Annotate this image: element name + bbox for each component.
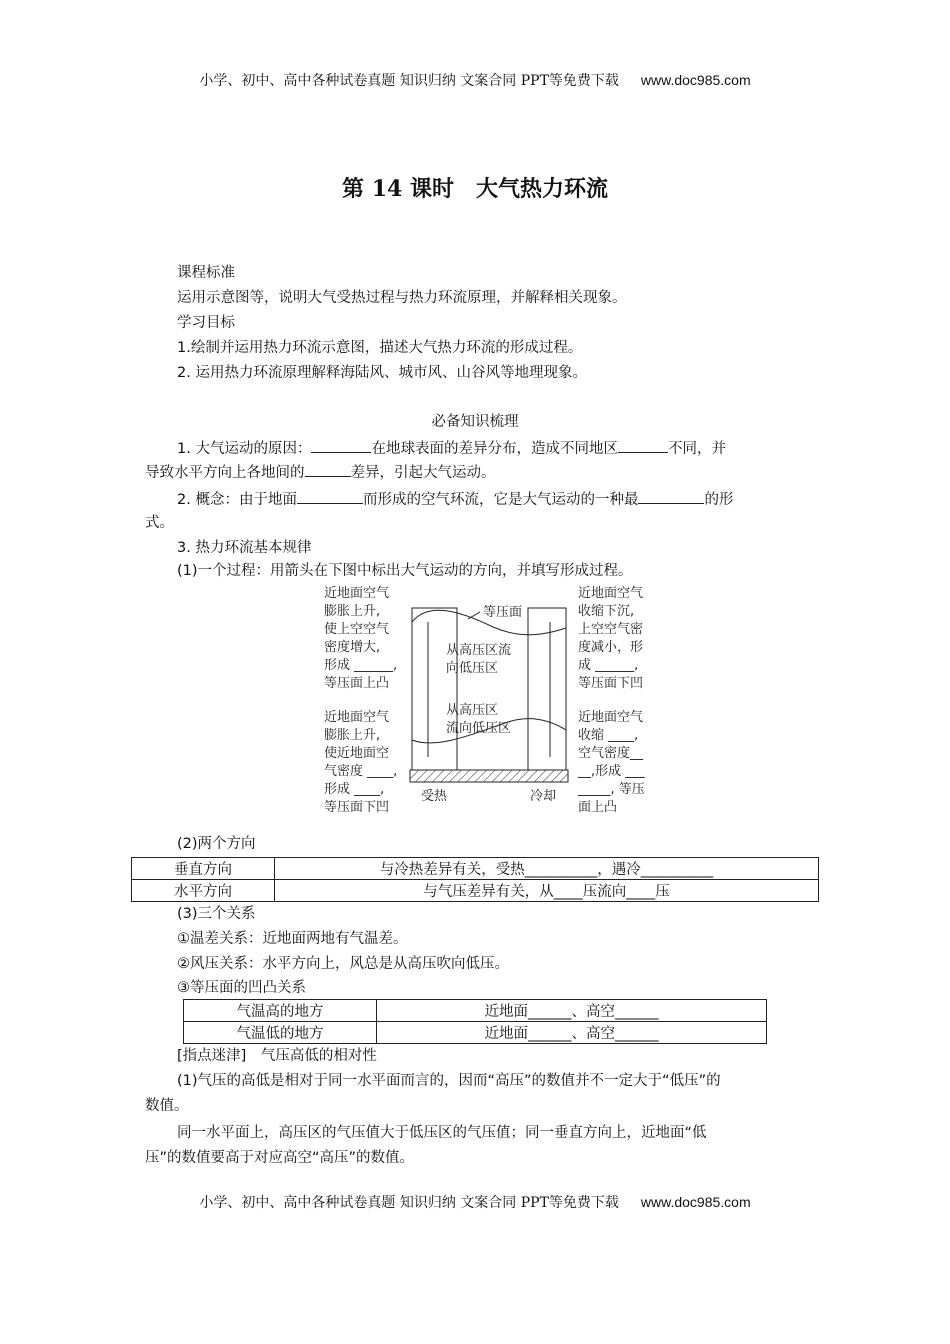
p1-d: 导致水平方向上各地间的 xyxy=(145,465,305,481)
direction-label: 垂直方向 xyxy=(132,858,275,880)
p1-c: 不同，并 xyxy=(667,441,726,457)
directions-table xyxy=(131,857,819,902)
table-row xyxy=(184,1000,767,1022)
para-3-heading: 3. 热力环流基本规律 xyxy=(177,540,312,556)
left-top-5: 形成 ______, xyxy=(324,658,398,673)
right-bottom-5: _____, 等压 xyxy=(578,782,645,797)
right-bottom-4: __,形成 ___ xyxy=(578,764,645,779)
right-top-1: 近地面空气 xyxy=(578,586,644,601)
cooled-label: 冷却 xyxy=(530,789,557,804)
p2-a: 2. 概念：由于地面 xyxy=(177,492,297,508)
left-bottom-1: 近地面空气 xyxy=(324,710,390,725)
footer-text: 小学、初中、高中各种试卷真题 知识归纳 文案合同 PPT等免费下载 xyxy=(199,1195,619,1211)
para-1-line-2 xyxy=(145,462,496,483)
p1-e: 差异，引起大气运动。 xyxy=(350,465,496,481)
lower-flow-2: 流向低压区 xyxy=(446,721,512,736)
right-bottom-2: 收缩 ____, xyxy=(578,728,639,743)
blank[interactable] xyxy=(311,438,371,453)
left-top-3: 使上空空气 xyxy=(324,622,390,637)
isobar-content-cell: 近地面______、高空______ xyxy=(377,1022,767,1044)
cooled-column xyxy=(528,608,566,770)
section-title: 必备知识梳理 xyxy=(431,414,519,430)
goal-item-2: 2. 运用热力环流原理解释海陆风、城市风、山谷风等地理现象。 xyxy=(177,365,587,381)
thermal-circulation-diagram xyxy=(318,582,658,814)
blank[interactable] xyxy=(618,438,668,453)
lower-flow-1: 从高压区 xyxy=(446,703,499,718)
direction-content: 与气压差异有关，从____压流向____压 xyxy=(275,880,819,902)
right-top-4: 度减小，形 xyxy=(578,640,644,655)
blank[interactable] xyxy=(305,462,351,477)
sub-3-heading: (3)三个关系 xyxy=(177,906,256,922)
direction-label: 水平方向 xyxy=(132,880,275,902)
relation-1: ①温差关系：近地面两地有气温差。 xyxy=(177,931,408,947)
para-2-line-2: 式。 xyxy=(145,515,174,531)
tip-line-1: (1)气压的高低是相对于同一水平面而言的，因而“高压”的数值并不一定大于“低压”的 xyxy=(177,1073,721,1089)
left-bottom-3: 使近地面空 xyxy=(324,746,390,761)
para-1-line-1 xyxy=(177,438,726,459)
heated-label: 受热 xyxy=(421,789,448,804)
left-bottom-6: 等压面下凹 xyxy=(324,800,390,814)
isobar-label-cell: 气温高的地方 xyxy=(184,1000,377,1022)
page-footer xyxy=(0,1192,950,1212)
isobar-table xyxy=(183,999,767,1044)
right-bottom-1: 近地面空气 xyxy=(578,710,644,725)
goals-heading: 学习目标 xyxy=(177,315,235,331)
left-top-2: 膨胀上升, xyxy=(324,604,381,619)
tip-heading: [指点迷津] 气压高低的相对性 xyxy=(177,1048,377,1064)
p1-b: 在地球表面的差异分布，造成不同地区 xyxy=(371,441,618,457)
left-top-1: 近地面空气 xyxy=(324,586,390,601)
p2-c: 的形 xyxy=(704,492,734,508)
header-site[interactable]: www.doc985.com xyxy=(640,72,751,88)
table-row xyxy=(132,858,819,880)
table-row xyxy=(184,1022,767,1044)
table-row xyxy=(132,880,819,902)
page-title: 第 14 课时 大气热力环流 xyxy=(342,176,608,202)
relation-3: ③等压面的凹凸关系 xyxy=(177,980,306,996)
para-2-line-1 xyxy=(177,489,733,510)
left-bottom-5: 形成 ____, xyxy=(324,782,385,797)
tip-line-3: 同一水平面上，高压区的气压值大于低压区的气压值；同一垂直方向上，近地面“低 xyxy=(177,1125,707,1141)
tip-line-4: 压”的数值要高于对应高空“高压”的数值。 xyxy=(145,1150,415,1166)
page-header xyxy=(0,70,950,90)
right-bottom-6: 面上凸 xyxy=(578,800,618,814)
right-top-5: 成 ______, xyxy=(578,658,639,673)
right-top-3: 上空空气密 xyxy=(578,622,644,637)
blank[interactable] xyxy=(297,489,363,504)
goal-item-1: 1.绘制并运用热力环流示意图，描述大气热力环流的形成过程。 xyxy=(177,340,583,356)
right-top-2: 收缩下沉, xyxy=(578,604,635,619)
header-text: 小学、初中、高中各种试卷真题 知识归纳 文案合同 PPT等免费下载 xyxy=(199,73,619,89)
standard-text: 运用示意图等，说明大气受热过程与热力环流原理，并解释相关现象。 xyxy=(177,290,627,306)
right-top-6: 等压面下凹 xyxy=(578,676,644,691)
relation-2: ②风压关系：水平方向上，风总是从高压吹向低压。 xyxy=(177,956,509,972)
left-top-4: 密度增大, xyxy=(324,640,381,655)
isobar-label-cell: 气温低的地方 xyxy=(184,1022,377,1044)
left-top-6: 等压面上凸 xyxy=(324,676,390,691)
p1-a: 1. 大气运动的原因： xyxy=(177,441,312,457)
upper-flow-2: 向低压区 xyxy=(446,661,499,676)
isobar-pointer xyxy=(468,612,480,619)
upper-flow-1: 从高压区流 xyxy=(446,643,512,658)
standard-heading: 课程标准 xyxy=(177,265,235,281)
ground-surface xyxy=(410,770,568,782)
footer-site[interactable]: www.doc985.com xyxy=(640,1194,751,1210)
isobar-label: 等压面 xyxy=(483,605,523,620)
right-bottom-3: 空气密度__ xyxy=(578,746,644,761)
isobar-content-cell: 近地面______、高空______ xyxy=(377,1000,767,1022)
para-3-sub-1: (1)一个过程：用箭头在下图中标出大气运动的方向，并填写形成过程。 xyxy=(177,563,633,579)
heated-column xyxy=(412,608,457,770)
p2-b: 而形成的空气环流，它是大气运动的一种最 xyxy=(362,492,639,508)
blank[interactable] xyxy=(638,489,704,504)
direction-content: 与冷热差异有关，受热__________，遇冷__________ xyxy=(275,858,819,880)
sub-2-heading: (2)两个方向 xyxy=(177,836,256,852)
tip-line-2: 数值。 xyxy=(145,1098,189,1114)
left-bottom-2: 膨胀上升, xyxy=(324,728,381,743)
left-bottom-4: 气密度 ____, xyxy=(324,764,398,779)
